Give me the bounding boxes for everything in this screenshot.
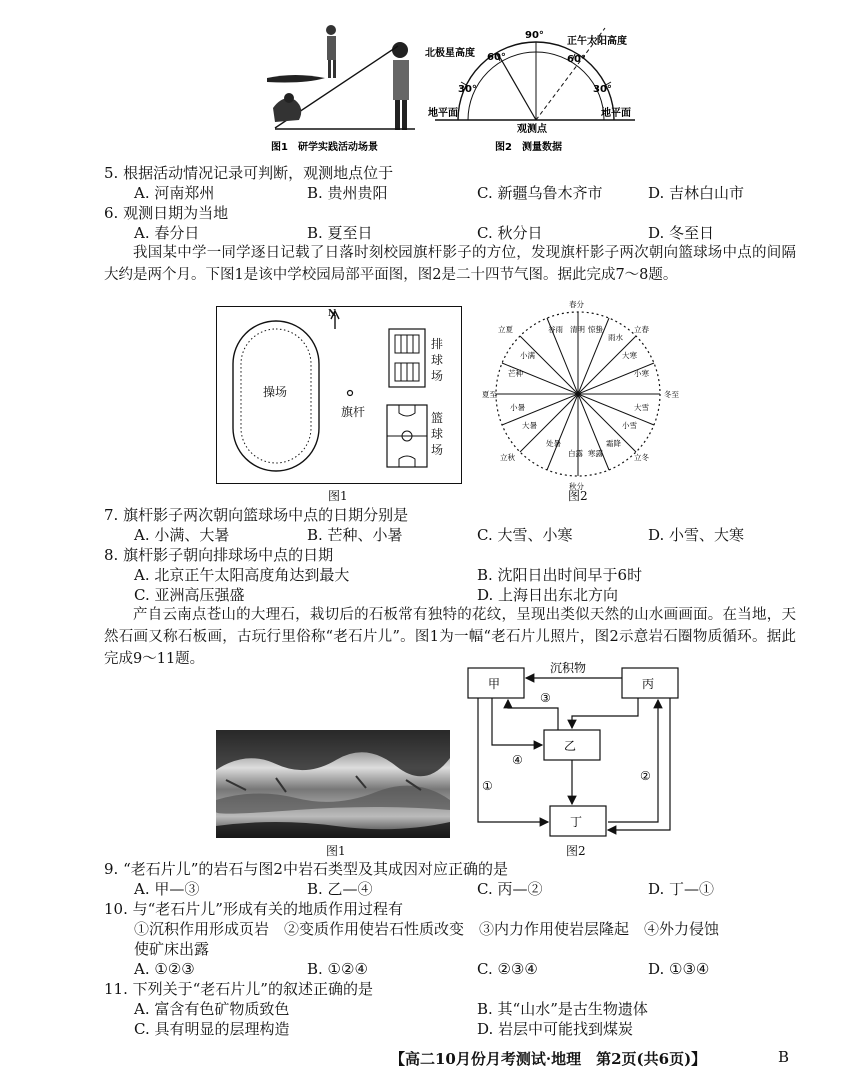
term-bailu: 白露 [568, 449, 583, 458]
term-shuangjiang: 霜降 [606, 439, 621, 448]
q9-option-c: C. 丙—② [477, 880, 543, 898]
q5-stem: 5. 根据活动情况记录可判断，观测地点位于 [104, 164, 394, 182]
term-qingming: 清明 [570, 325, 585, 334]
q9-option-a: A. 甲—③ [134, 880, 200, 898]
rock-ding: 丁 [570, 815, 583, 829]
term-dongzhi: 冬至 [664, 390, 679, 399]
term-lidong: 立冬 [634, 453, 649, 462]
term-hanlu: 寒露 [588, 449, 603, 458]
term-dahan: 大寒 [622, 351, 637, 360]
volleyball-char-3: 场 [431, 369, 444, 383]
q10-option-a: A. ①②③ [134, 960, 195, 978]
fig2-caption: 图2 测量数据 [495, 142, 562, 153]
north-label: N [328, 309, 337, 319]
term-guyu: 谷雨 [548, 325, 563, 334]
term-xiaoxue: 小雪 [622, 421, 637, 430]
q5-option-c: C. 新疆乌鲁木齐市 [477, 184, 603, 202]
process-3: ③ [540, 691, 551, 705]
basketball-char-1: 篮 [431, 411, 444, 425]
rock-jia: 甲 [488, 677, 501, 691]
q7-stem: 7. 旗杆影子两次朝向篮球场中点的日期分别是 [104, 506, 409, 524]
campus-map [216, 306, 462, 484]
process-4: ④ [512, 753, 523, 767]
horizon-right: 地平面 [601, 108, 631, 119]
volleyball-char-1: 排 [431, 337, 444, 351]
activity-scene [267, 25, 415, 130]
stone-photo-caption: 图1 [326, 844, 346, 858]
q6-option-d: D. 冬至日 [648, 224, 715, 242]
term-daxue: 大雪 [634, 403, 649, 412]
term-dashu: 大暑 [522, 421, 537, 430]
observation-point: 观测点 [517, 124, 547, 135]
polaris-label: 北极星高度 [425, 48, 475, 59]
deg-30-right: 30° [593, 84, 612, 95]
rock-yi: 乙 [564, 739, 577, 753]
passage-7-8: 我国某中学一同学逐日记载了日落时刻校园旗杆影子的方位，发现旗杆影子两次朝向篮球场中点的间隔大约是两个月。下图1是该中学校园局部平面图，图2是二十四节气图。据此完成7～8题。 [104, 245, 796, 283]
solar-terms-caption: 图2 [568, 489, 588, 503]
basketball-char-2: 球 [431, 427, 444, 441]
q9-option-d: D. 丁—① [648, 880, 715, 898]
paper-version: B [778, 1048, 790, 1066]
q6-option-b: B. 夏至日 [307, 224, 373, 242]
noon-sun-label: 正午太阳高度 [567, 36, 627, 47]
term-chushu: 处暑 [546, 439, 561, 448]
q7-option-d: D. 小雪、大寒 [648, 526, 745, 544]
sediment-label: 沉积物 [550, 661, 587, 675]
basketball-char-3: 场 [431, 443, 444, 457]
q11-stem: 11. 下列关于“老石片儿”的叙述正确的是 [104, 980, 373, 998]
page-footer: 【高二10月份月考测试·地理 第2页(共6页)】 [390, 1050, 707, 1068]
term-liqiu: 立秋 [500, 453, 515, 462]
term-qiufen: 秋分 [569, 482, 584, 491]
rock-cycle-caption: 图2 [566, 844, 586, 858]
deg-60-right: 60° [567, 54, 586, 65]
q8-stem: 8. 旗杆影子朝向排球场中点的日期 [104, 546, 334, 564]
term-lichun: 立春 [634, 325, 649, 334]
campus-caption: 图1 [328, 489, 348, 503]
q8-option-c: C. 亚洲高压强盛 [134, 586, 245, 604]
term-xiaoshu: 小暑 [510, 403, 525, 412]
q6-option-c: C. 秋分日 [477, 224, 543, 242]
q10-option-b: B. ①②④ [307, 960, 368, 978]
term-yushui: 雨水 [608, 333, 623, 342]
q9-stem: 9. “老石片儿”的岩石与图2中岩石类型及其成因对应正确的是 [104, 860, 508, 878]
term-xiaohan: 小寒 [634, 369, 649, 378]
term-chunfen: 春分 [569, 300, 584, 309]
q7-option-b: B. 芒种、小暑 [307, 526, 403, 544]
playground-label: 操场 [263, 385, 288, 399]
rock-cycle-diagram [462, 660, 692, 842]
term-jingzhe: 惊蛰 [588, 325, 603, 334]
q7-option-c: C. 大雪、小寒 [477, 526, 573, 544]
q10-statements-line2: 使矿床出露 [134, 940, 210, 958]
passage-9-11: 产自云南点苍山的大理石，栽切后的石板常有独特的花纹，呈现出类似天然的山水画画面。在当地，天然石画又称石板画，古玩行里俗称“老石片儿”。图1为一幅“老石片儿照片，图2示意岩石圈物质循环。据此完成9～11题。 [104, 607, 796, 667]
q11-option-a: A. 富含有色矿物质致色 [134, 1000, 290, 1018]
q8-option-d: D. 上海日出东北方向 [477, 586, 619, 604]
q10-option-c: C. ②③④ [477, 960, 538, 978]
term-lixia: 立夏 [498, 325, 513, 334]
term-xiaoman: 小满 [520, 351, 535, 360]
deg-60-left: 60° [487, 52, 506, 63]
q10-statements-line1: ①沉积作用形成页岩 ②变质作用使岩石性质改变 ③内力作用使岩层隆起 ④外力侵蚀 [134, 920, 720, 938]
top-figures [255, 8, 665, 156]
q6-stem: 6. 观测日期为当地 [104, 204, 229, 222]
term-mangzhong: 芒种 [508, 369, 523, 378]
process-2: ② [640, 769, 651, 783]
q11-option-c: C. 具有明显的层理构造 [134, 1020, 290, 1038]
rock-bing: 丙 [642, 677, 655, 691]
q11-option-d: D. 岩层中可能找到煤炭 [477, 1020, 634, 1038]
q10-stem: 10. 与“老石片儿”形成有关的地质作用过程有 [104, 900, 403, 918]
flagpole-label: 旗杆 [341, 405, 366, 419]
volleyball-char-2: 球 [431, 353, 444, 367]
q8-option-a: A. 北京正午太阳高度角达到最大 [134, 566, 350, 584]
deg-30-left: 30° [458, 84, 477, 95]
process-1: ① [482, 779, 493, 793]
q11-option-b: B. 其“山水”是古生物遗体 [477, 1000, 648, 1018]
solar-terms-chart [484, 296, 694, 492]
stone-photo [216, 730, 450, 838]
q10-option-d: D. ①③④ [648, 960, 710, 978]
q7-option-a: A. 小满、大暑 [134, 526, 230, 544]
q5-option-d: D. 吉林白山市 [648, 184, 745, 202]
q5-option-b: B. 贵州贵阳 [307, 184, 388, 202]
term-xiazhi: 夏至 [482, 390, 497, 399]
deg-90: 90° [525, 30, 544, 41]
fig1-caption: 图1 研学实践活动场景 [271, 142, 378, 153]
q9-option-b: B. 乙—④ [307, 880, 373, 898]
q6-option-a: A. 春分日 [134, 224, 200, 242]
q8-option-b: B. 沈阳日出时间早于6时 [477, 566, 643, 584]
horizon-left: 地平面 [428, 108, 458, 119]
q5-option-a: A. 河南郑州 [134, 184, 215, 202]
